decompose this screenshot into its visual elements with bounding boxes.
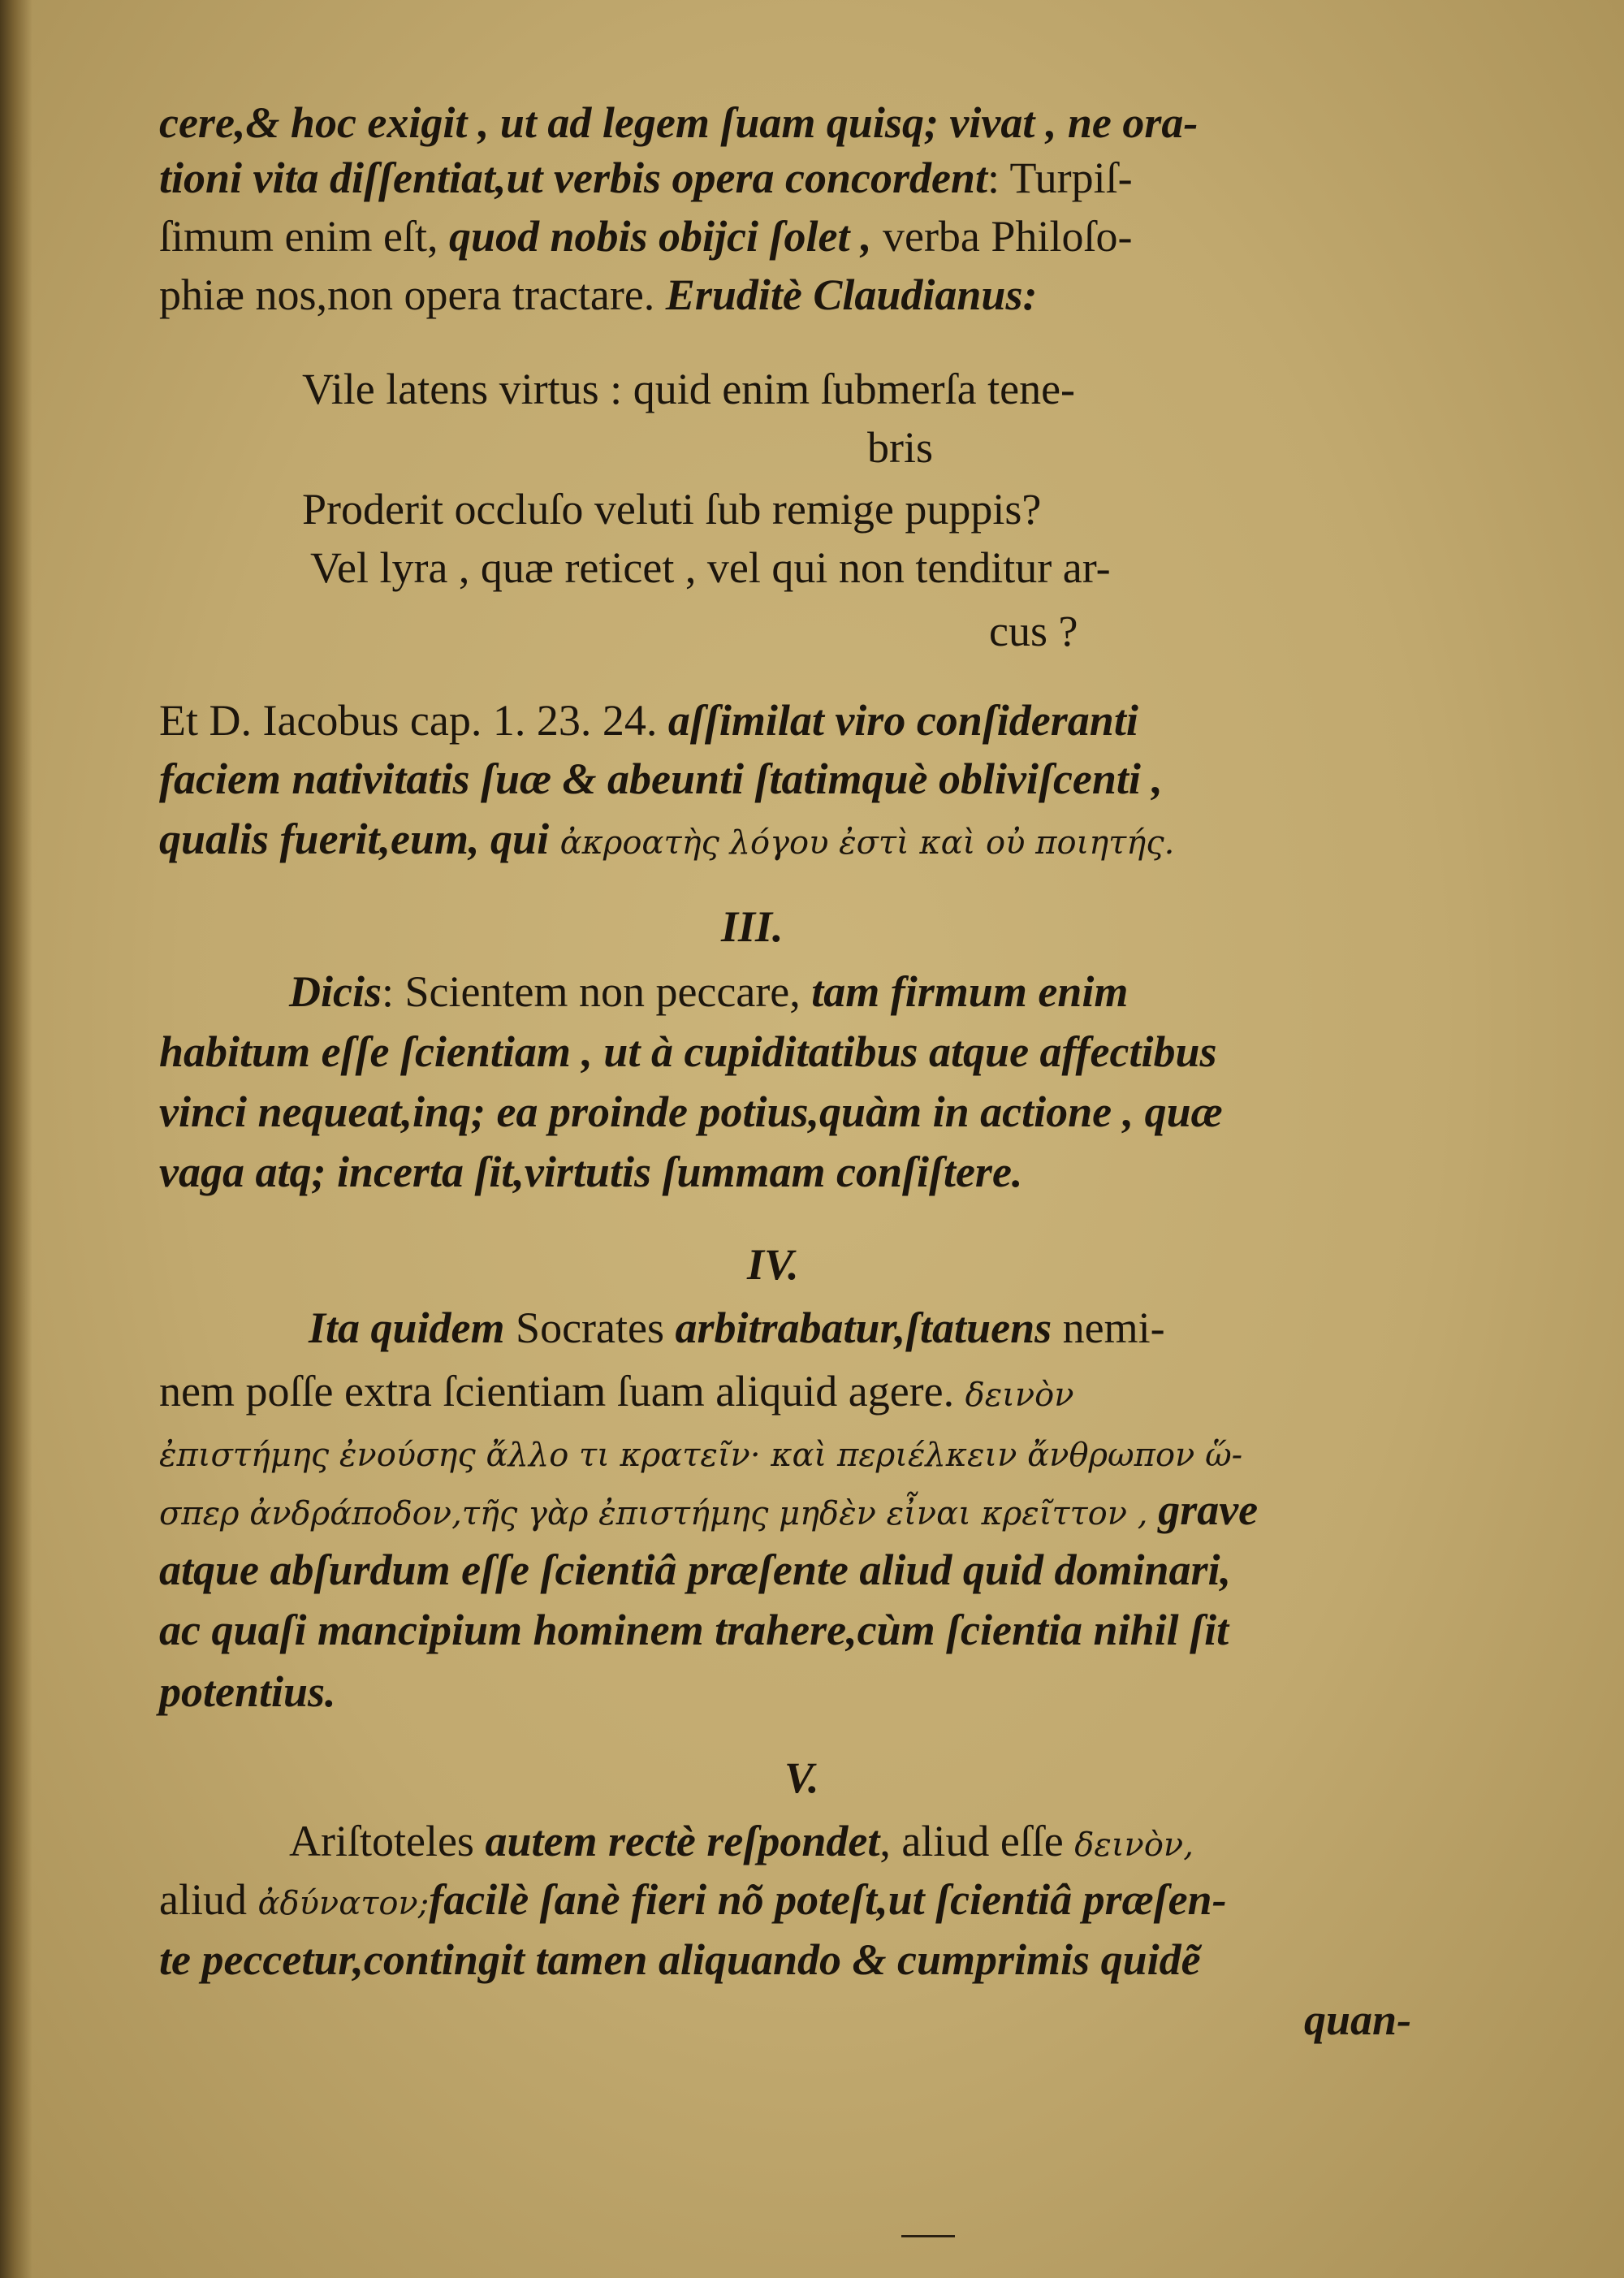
verse-line xyxy=(302,362,1075,416)
text-run: aliud xyxy=(159,1875,258,1924)
greek-text: δεινὸν, xyxy=(1074,1826,1194,1864)
text-run: atque abſurdum eſſe ſcientiâ præſente aliud quid dominari, xyxy=(159,1545,1232,1594)
text-line xyxy=(289,965,1128,1018)
text-run: grave xyxy=(1158,1485,1259,1534)
text-run: quan- xyxy=(1304,1995,1412,2044)
text-run: ac quaſi mancipium hominem trahere,cùm ſcientia nihil ſit xyxy=(159,1606,1229,1654)
section-heading xyxy=(721,900,784,953)
text-run: te peccetur,contingit tamen aliquando & cumprimis quidẽ xyxy=(159,1935,1201,1984)
text-run: IV. xyxy=(747,1240,799,1289)
text-line xyxy=(159,1364,1074,1422)
text-run: vaga atq; incerta ſit,virtutis ſummam conſiſtere. xyxy=(159,1148,1023,1196)
text-run: autem rectè reſpondet xyxy=(485,1817,880,1865)
text-line xyxy=(159,1543,1231,1597)
text-run: tam firmum enim xyxy=(811,967,1129,1016)
text-run: vinci nequeat,inq; ea proinde potius,quàm in actione , quæ xyxy=(159,1087,1223,1136)
section-heading xyxy=(747,1238,799,1291)
text-run: aſſimilat viro conſideranti xyxy=(667,696,1138,745)
text-run: Proderit occluſo veluti ſub remige puppis? xyxy=(302,485,1042,534)
text-line xyxy=(159,1933,1201,1986)
text-run: Socrates xyxy=(516,1303,676,1352)
text-run: Vile latens virtus : quid enim ſubmerſa tene- xyxy=(302,365,1076,413)
text-line xyxy=(159,1145,1022,1199)
text-run: Eruditè Claudianus: xyxy=(665,270,1038,319)
text-line xyxy=(159,1873,1227,1930)
text-run: cere,& hoc exigit , ut ad legem ſuam quisq; vivat , ne ora- xyxy=(159,98,1199,147)
verse-line xyxy=(302,482,1041,536)
section-heading xyxy=(784,1751,819,1805)
text-run: Et D. Iacobus cap. 1. 23. 24. xyxy=(159,696,668,745)
text-run: III. xyxy=(721,902,784,951)
text-line xyxy=(159,752,1163,806)
text-run: potentius. xyxy=(159,1667,336,1716)
text-run: Vel lyra , quæ reticet , vel qui non tenditur ar- xyxy=(310,543,1111,592)
text-run: cus ? xyxy=(989,607,1078,655)
text-run: bris xyxy=(867,423,933,472)
text-line xyxy=(159,151,1133,205)
text-line xyxy=(159,694,1138,747)
text-line xyxy=(159,1025,1217,1078)
text-run: arbitrabatur,ſtatuens xyxy=(675,1303,1052,1352)
greek-text: σπερ ἀνδράποδον,τῆς γὰρ ἐπιστήμης μηδὲν εἶναι κρεῖττον , xyxy=(159,1495,1159,1532)
catchword xyxy=(1304,1993,1411,2047)
text-line xyxy=(159,268,1037,322)
greek-text: ἐπιστήμης ἐνούσης ἄλλο τι κρατεῖν· καὶ περιέλκειν ἄνθρωπον ὥ- xyxy=(159,1437,1243,1474)
text-line xyxy=(159,812,1174,870)
text-run: nemi- xyxy=(1052,1303,1165,1352)
greek-text: ἀκροατὴς λόγου ἐστὶ καὶ οὐ ποιητής. xyxy=(559,824,1175,862)
text-run: Dicis xyxy=(289,967,382,1016)
text-run: faciem nativitatis ſuæ & abeunti ſtatimquè obliviſcenti , xyxy=(159,754,1163,803)
text-run: : Scientem non peccare, xyxy=(382,967,812,1016)
text-line xyxy=(159,1085,1223,1139)
text-run: facilè ſanè fieri nõ poteſt,ut ſcientiâ præſen- xyxy=(429,1875,1227,1924)
footer-rule xyxy=(901,2235,955,2237)
greek-text: ἀδύνατον; xyxy=(257,1885,430,1922)
text-line xyxy=(159,1424,1242,1482)
text-line xyxy=(159,210,1132,263)
text-run: , aliud eſſe xyxy=(879,1817,1075,1865)
text-run: quod nobis obijci ſolet , xyxy=(448,212,872,261)
text-run: tioni vita diſſentiat,ut verbis opera concordent xyxy=(159,153,987,202)
text-run: : Turpiſ- xyxy=(987,153,1133,202)
verse-line xyxy=(867,421,933,474)
text-run: nem poſſe extra ſcientiam ſuam aliquid agere. xyxy=(159,1367,965,1416)
text-line xyxy=(309,1301,1165,1355)
text-run: phiæ nos,non opera tractare. xyxy=(159,270,666,319)
text-run: V. xyxy=(784,1753,819,1802)
greek-text: δεινὸν xyxy=(965,1377,1074,1414)
text-line xyxy=(159,1665,336,1718)
text-run: ſimum enim eſt, xyxy=(159,212,449,261)
verse-line xyxy=(989,604,1078,658)
text-run: qualis fuerit,eum, qui xyxy=(159,815,560,863)
text-run: Ita quidem xyxy=(309,1303,516,1352)
text-line xyxy=(159,1483,1258,1541)
text-line xyxy=(159,1603,1229,1657)
text-run: verba Philoſo- xyxy=(871,212,1133,261)
text-run: Ariſtoteles xyxy=(289,1817,486,1865)
text-run: habitum eſſe ſcientiam , ut à cupiditatibus atque affectibus xyxy=(159,1027,1217,1076)
verse-line xyxy=(310,541,1111,594)
text-line xyxy=(289,1814,1194,1872)
text-line xyxy=(159,96,1198,149)
